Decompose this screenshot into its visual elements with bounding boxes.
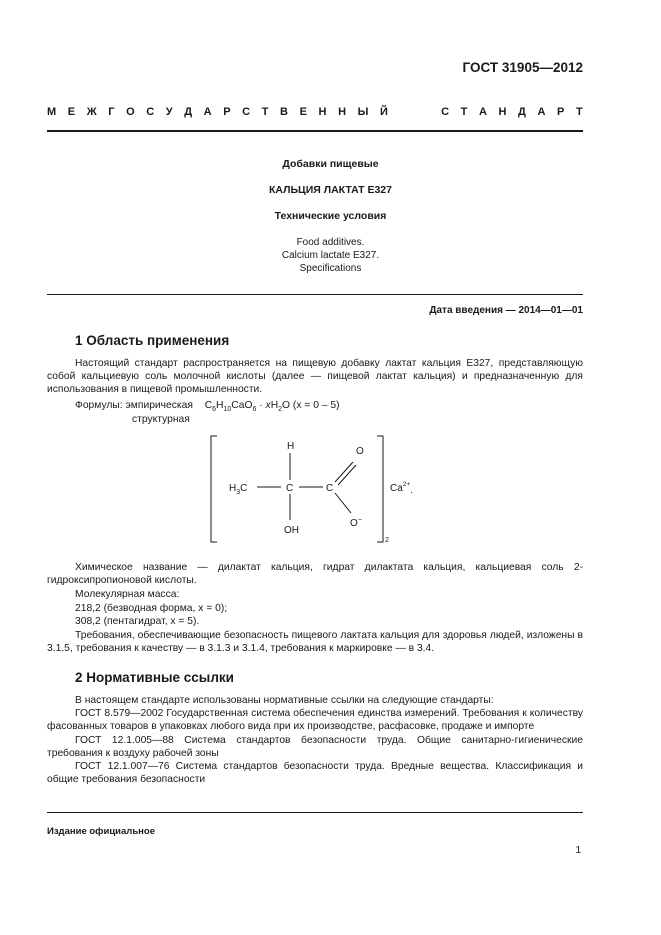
atom-c1: C [286, 483, 294, 494]
scope-paragraph [47, 357, 583, 397]
header-rule [47, 130, 583, 132]
title-category: Добавки пищевые [282, 158, 379, 170]
interstate_word-letter: Е [299, 106, 307, 118]
chemical-name-paragraph [47, 561, 583, 587]
interstate_word-letter: Г [108, 106, 115, 118]
reference-gost-8-579: ГОСТ 8.579—2002 Государственная система обеспечения единства измерений. Требования к количеству фасованных товаров в упаковках любого вида при их производстве, расфасовке, продаже и импорте [47, 708, 583, 733]
empirical-formula: $C_6H_{10}CaO_6 \cdot xH_2O$ (x = 0 – 5) [204, 400, 340, 414]
interstate_word-letter: Р [223, 106, 231, 118]
formulas-label: Формулы: эмпирическая [75, 400, 193, 411]
structural-formula [205, 430, 425, 548]
title-name: КАЛЬЦИЯ ЛАКТАТ Е327 [268, 184, 392, 196]
title-english-2: Calcium lactate E327. [281, 250, 380, 261]
title-rule [47, 294, 583, 295]
standard_word-letter: Р [557, 106, 565, 118]
standard_word-letter: Д [518, 106, 526, 118]
formula-empirical-line [75, 399, 340, 412]
interstate_word-letter: С [146, 106, 155, 118]
interstate_word-letter: У [165, 106, 173, 118]
requirements-text: Требования, обеспечивающие безопасность пищевого лактата кальция для здоровья людей, изложены в 3.1.5, требования к качеству — в 3.1.3 и 3.1.4, требования к маркировке — в 3.4. [47, 630, 583, 655]
document-code: ГОСТ 31905—2012 [462, 60, 583, 75]
interstate_word-letter: О [126, 106, 135, 118]
atom-o-top: O [356, 446, 364, 457]
interstate_word-letter: Е [67, 106, 76, 118]
interstate_word-letter: Т [261, 106, 269, 118]
atom-o-minus: O− [350, 517, 362, 529]
interstate_word-letter: Ж [86, 106, 97, 118]
interstate_word-letter: Н [318, 106, 327, 118]
standard_word-letter: Т [575, 106, 583, 118]
interstate_word-letter: Д [184, 106, 193, 118]
atom-c2: C [326, 483, 334, 494]
interstate_word-letter: М [47, 106, 57, 118]
chemical-name: Химическое название — дилактат кальция, гидрат дилактата кальция, кальциевая соль 2-гидроксипропионовой кислоты. [47, 562, 583, 587]
page-number: 1 [575, 845, 581, 856]
references-block [47, 694, 583, 786]
interstate_word-letter: Й [379, 106, 388, 118]
interstate_word-letter: С [242, 106, 251, 118]
atom-h: H [287, 441, 295, 452]
reference-gost-12-1-007: ГОСТ 12.1.007—76 Система стандартов безопасности труда. Вредные вещества. Классификация и общие требования безопасности [47, 761, 583, 786]
requirements-paragraph [47, 629, 583, 655]
title-english-1: Food additives. [296, 237, 365, 248]
reference-gost-12-1-005: ГОСТ 12.1.005—88 Система стандартов безопасности труда. Общие санитарно-гигиенические требования к воздуху рабочей зоны [47, 734, 583, 759]
interstate_word-letter: Ы [357, 106, 369, 118]
atom-h3c: $H_3C$ [229, 483, 248, 496]
right-bracket [377, 436, 383, 542]
title-english-3: Specifications [299, 263, 362, 274]
interstate_word-letter: А [203, 106, 212, 118]
interstate-standard-banner [47, 106, 583, 118]
standard_word-letter: Н [498, 106, 507, 118]
interstate_word-letter: В [280, 106, 288, 118]
calcium-ion: $Ca^{2+}$. [390, 481, 413, 496]
bracket-index: 2 [385, 537, 389, 544]
standard_word-letter: Т [460, 106, 468, 118]
standard_word-letter: А [537, 106, 546, 118]
left-bracket [211, 436, 217, 542]
banner-gap [399, 106, 429, 118]
molar-mass-anhydrous: 218,2 (безводная форма, x = 0); [75, 603, 228, 614]
title-subtitle: Технические условия [274, 210, 387, 222]
molar-mass-pentahydrate: 308,2 (пентагидрат, x = 5). [75, 616, 200, 627]
standard_word-letter: С [441, 106, 450, 118]
edition-label: Издание официальное [47, 826, 155, 837]
structural-label: структурная [132, 414, 190, 425]
section-2-heading: 2 Нормативные ссылки [75, 670, 234, 685]
scope-text: Настоящий стандарт распространяется на пищевую добавку лактат кальция Е327, представляющую собой кальциевую соль молочной кислоты (далее — пищевой лактат кальция) и предназначенную для использования в пищевой промышленности. [47, 358, 583, 396]
references-intro: В настоящем стандарте использованы нормативные ссылки на следующие стандарты: [75, 695, 494, 706]
atom-oh: OH [284, 525, 299, 536]
intro-date: Дата введения — 2014—01—01 [429, 305, 583, 316]
footer-rule [47, 812, 583, 813]
section-1-heading: 1 Область применения [75, 333, 230, 348]
standard_word-letter: А [478, 106, 487, 118]
molar-mass-label: Молекулярная масса: [75, 589, 180, 600]
interstate_word-letter: Н [338, 106, 347, 118]
bond-c-o [335, 493, 351, 513]
